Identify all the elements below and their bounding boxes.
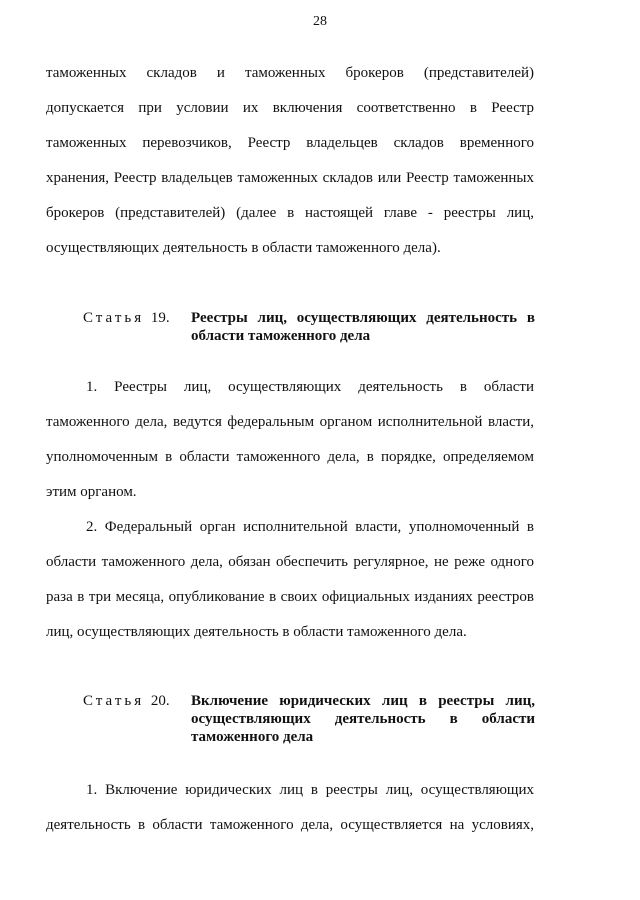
text-line: 1. Реестры лиц, осуществляющих деятельность в области <box>86 379 534 395</box>
article-20-title <box>191 692 535 746</box>
text-line: 1. Включение юридических лиц в реестры лиц, осуществляющих <box>86 782 534 798</box>
article-19-heading <box>83 309 535 345</box>
text-line: хранения, Реестр владельцев таможенных складов или Реестр таможенных <box>46 170 534 186</box>
title-line: области таможенного дела <box>191 328 371 344</box>
text-line: деятельность в области таможенного дела, осуществляется на условиях, <box>46 817 534 833</box>
page-number: 28 <box>313 14 327 29</box>
text-line: брокеров (представителей) (далее в настоящей главе - реестры лиц, <box>46 205 534 221</box>
text-line: этим органом. <box>46 484 137 500</box>
article-label: Статья <box>83 310 145 326</box>
intro-paragraph <box>46 56 534 266</box>
text-line: допускается при условии их включения соответственно в Реестр <box>46 100 534 116</box>
article-label: Статья <box>83 693 145 709</box>
article-19-title <box>191 309 535 345</box>
text-line: таможенных складов и таможенных брокеров (представителей) <box>46 65 534 81</box>
title-line: Включение юридических лиц в реестры лиц, <box>191 693 535 709</box>
text-line: осуществляющих деятельность в области таможенного дела). <box>46 240 441 256</box>
article-20-heading <box>83 692 535 746</box>
text-line: уполномоченным в области таможенного дела, в порядке, определяемом <box>46 449 534 465</box>
text-line: 2. Федеральный орган исполнительной власти, уполномоченный в <box>86 519 534 535</box>
article-19-paragraph-2 <box>46 510 534 650</box>
article-19-label <box>83 309 191 345</box>
text-line: лиц, осуществляющих деятельность в области таможенного дела. <box>46 624 467 640</box>
article-number: 19. <box>150 310 170 326</box>
text-line: таможенного дела, ведутся федеральным органом исполнительной власти, <box>46 414 534 430</box>
article-20-label <box>83 692 191 746</box>
text-line: таможенных перевозчиков, Реестр владельцев складов временного <box>46 135 534 151</box>
article-20-paragraph-1 <box>46 773 534 843</box>
title-line: осуществляющих деятельность в области <box>191 711 535 727</box>
text-line: области таможенного дела, обязан обеспечить регулярное, не реже одного <box>46 554 534 570</box>
article-19-paragraph-1 <box>46 370 534 510</box>
title-line: Реестры лиц, осуществляющих деятельность в <box>191 310 535 326</box>
title-line: таможенного дела <box>191 729 314 745</box>
text-line: раза в три месяца, опубликование в своих официальных изданиях реестров <box>46 589 534 605</box>
article-number: 20. <box>150 693 170 709</box>
